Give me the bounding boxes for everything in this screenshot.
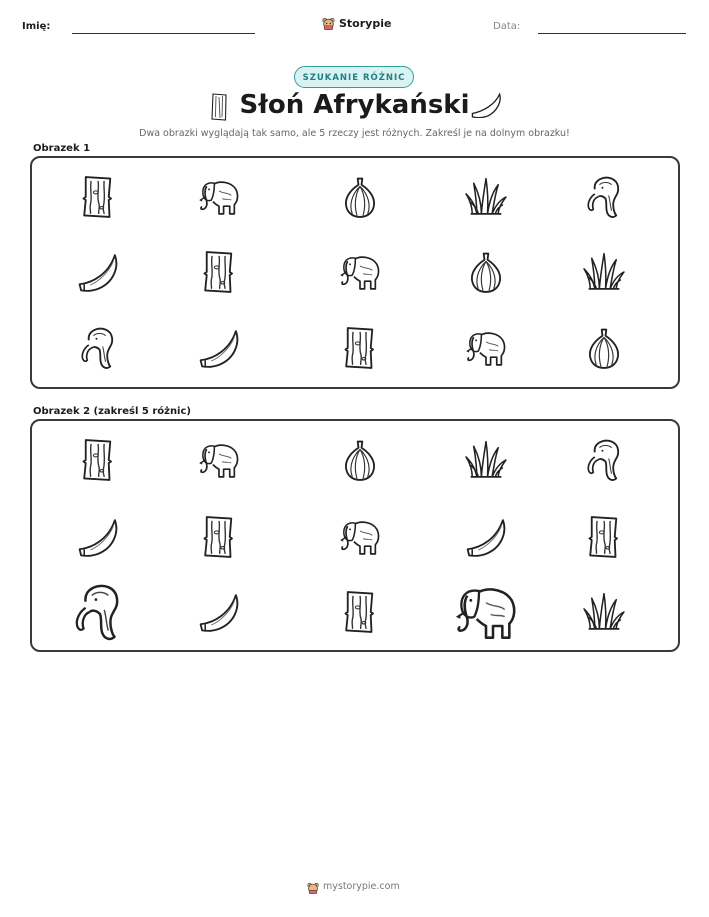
tusk-icon[interactable] [463,514,509,560]
footer [307,880,400,893]
trunk-icon [75,325,121,371]
grass-icon[interactable] [463,437,509,483]
elephant-icon [463,325,509,371]
bark-icon[interactable] [196,514,242,560]
grass-icon[interactable] [581,589,627,635]
storypie-bear-icon [307,880,319,893]
fig-icon [337,174,383,220]
page-title: Słoń Afrykański [239,90,470,120]
fig-icon[interactable] [337,437,383,483]
name-field-line[interactable] [72,33,255,34]
bark-icon[interactable] [581,514,627,560]
elephant-icon[interactable] [337,514,383,560]
tusk-icon[interactable] [196,589,242,635]
bark-icon [196,249,242,295]
bark-icon[interactable] [75,437,121,483]
picture2-label: Obrazek 2 (zakreśl 5 różnic) [33,406,191,417]
name-label: Imię: [22,21,51,32]
bark-icon[interactable] [337,589,383,635]
elephant-icon [196,174,242,220]
date-field-line[interactable] [538,33,686,34]
brand-logo [322,13,391,33]
elephant-icon[interactable] [451,577,521,647]
bark-icon [337,325,383,371]
date-label: Data: [493,21,521,32]
tusk-icon[interactable] [75,514,121,560]
brand-name: Storypie [339,16,392,30]
tusk-title-icon [469,92,503,118]
trunk-icon[interactable] [67,581,129,643]
footer-url: mystorypie.com [323,881,400,892]
picture1-label: Obrazek 1 [33,143,91,154]
elephant-icon[interactable] [196,437,242,483]
elephant-icon [337,249,383,295]
tusk-icon [196,325,242,371]
grass-icon [581,249,627,295]
grass-icon [463,174,509,220]
bark-icon [75,174,121,220]
tusk-icon [75,249,121,295]
activity-badge: SZUKANIE RÓŻNIC [294,66,414,88]
fig-icon [581,325,627,371]
trunk-icon [581,174,627,220]
instructions-text: Dwa obrazki wyglądają tak samo, ale 5 rzeczy jest różnych. Zakreśl je na dolnym obrazku! [139,128,570,139]
fig-icon [463,249,509,295]
trunk-icon[interactable] [581,437,627,483]
storypie-bear-icon [322,16,335,30]
